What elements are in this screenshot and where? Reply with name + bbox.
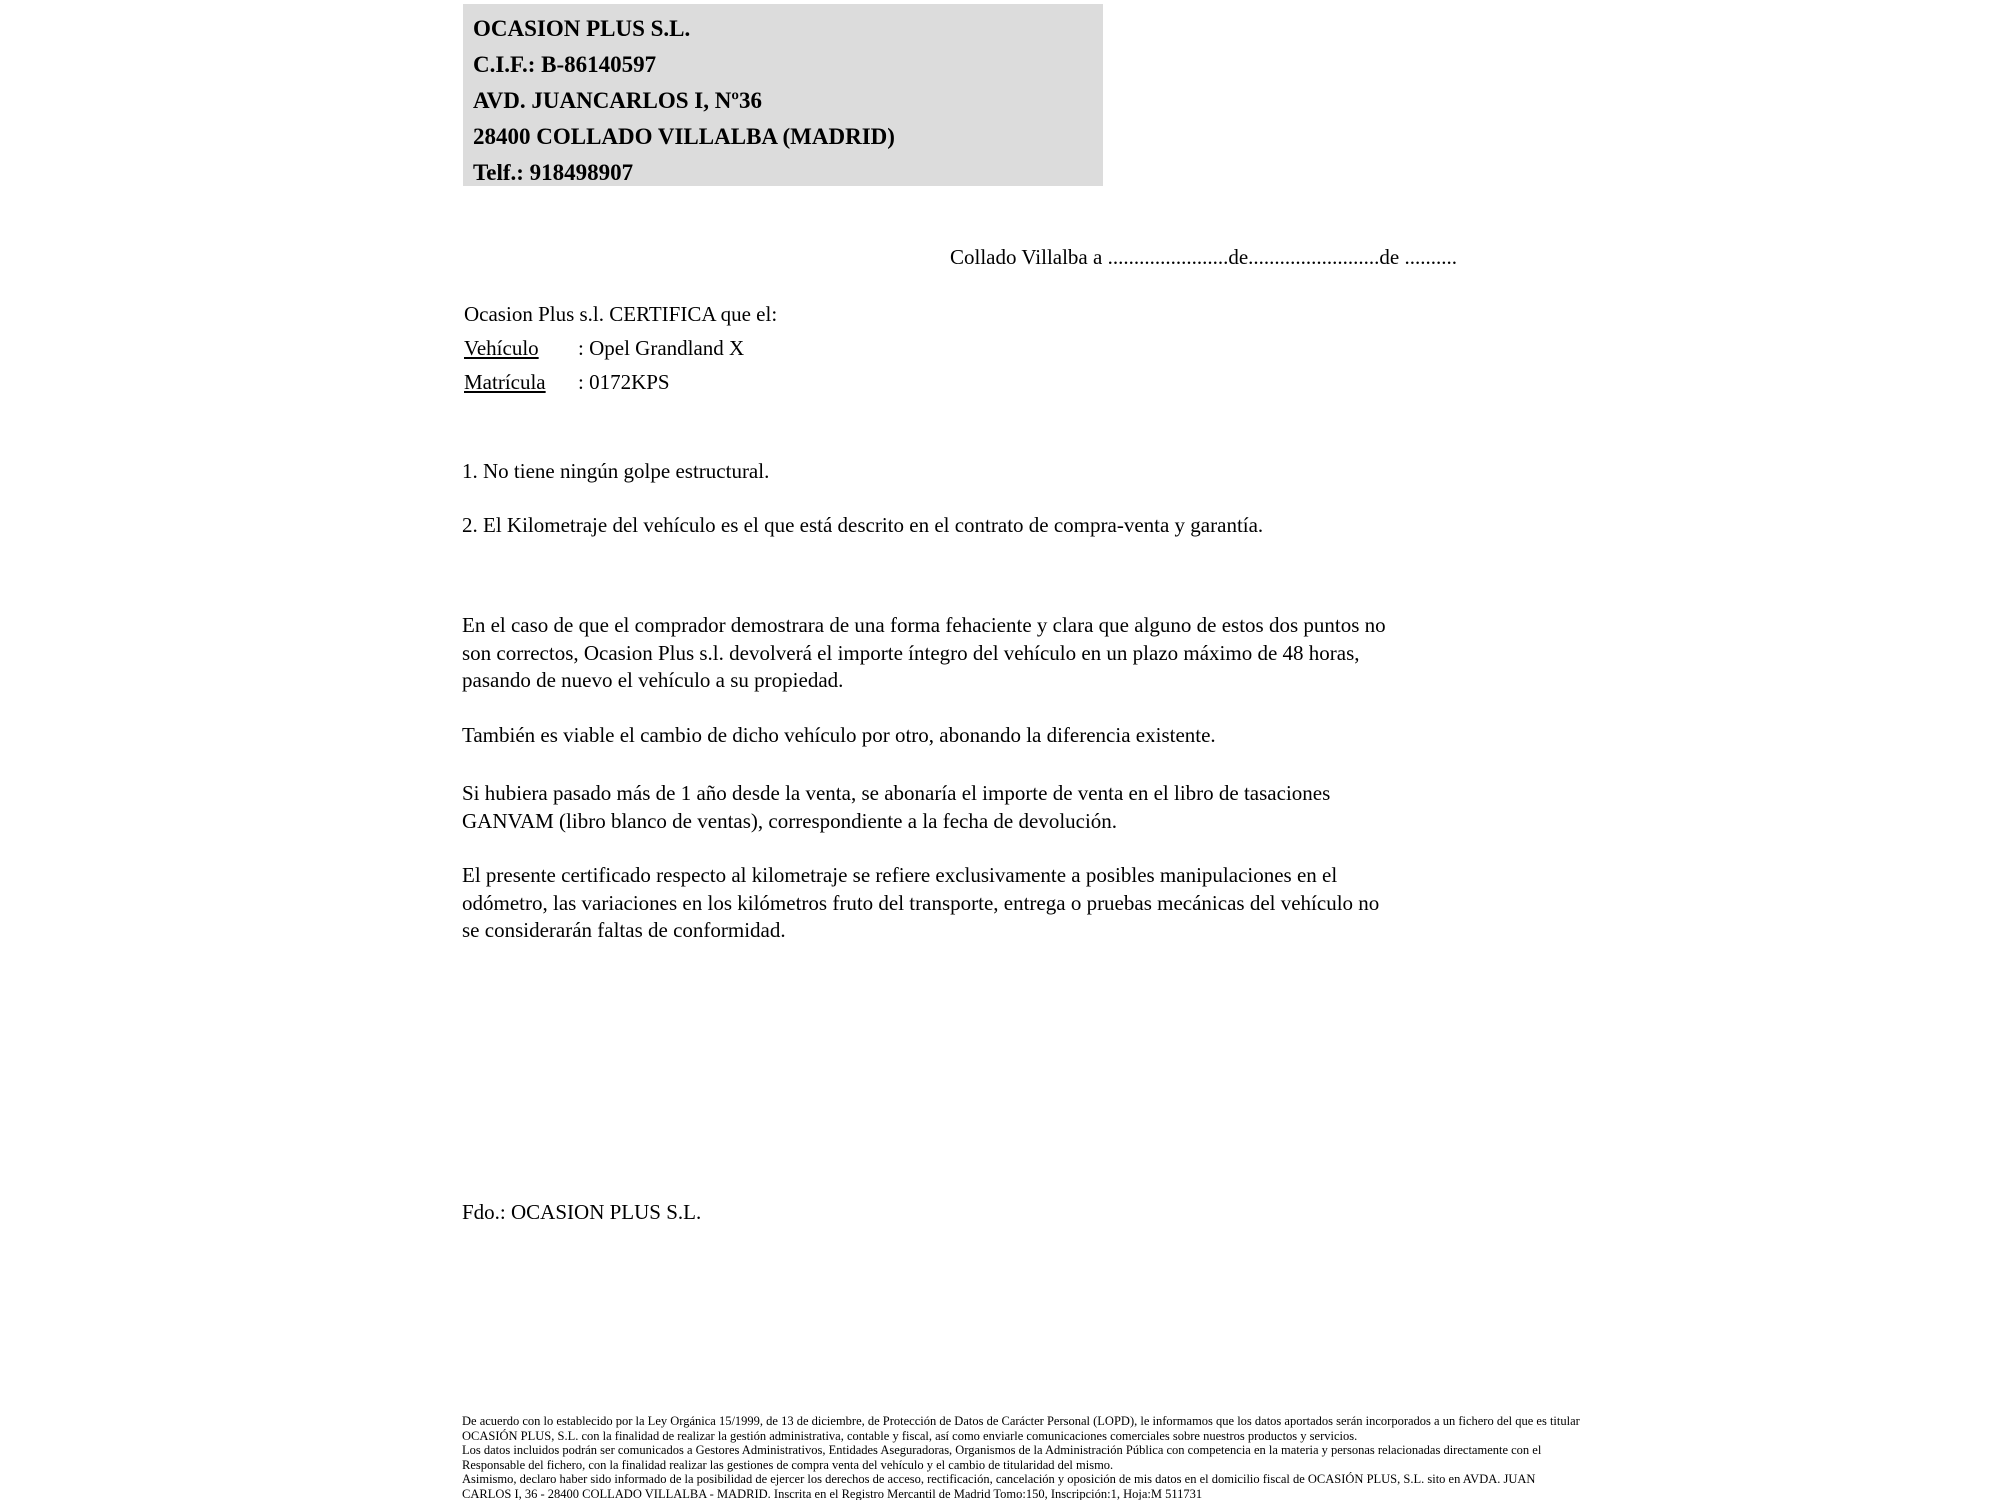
company-name: OCASION PLUS S.L.	[473, 16, 691, 41]
legal-footer-line: Los datos incluidos podrán ser comunicados a Gestores Administrativos, Entidades Aseguradoras, Organismos de la Administración Pública con competencia en la materia y personas relacionadas directamente con el	[462, 1443, 1542, 1458]
vehicle-field	[464, 331, 777, 365]
paragraph-ganvam-line: Si hubiera pasado más de 1 año desde la venta, se abonaría el importe de venta en el libro de tasaciones	[462, 781, 1331, 805]
vehicle-field-value: : Opel Grandland X	[578, 336, 745, 360]
paragraph-odometer-line: odómetro, las variaciones en los kilómetros fruto del transporte, entrega o pruebas mecánicas del vehículo no	[462, 890, 1380, 915]
signature-line: Fdo.: OCASION PLUS S.L.	[462, 1200, 702, 1224]
legal-footer-line: Asimismo, declaro haber sido informado de la posibilidad de ejercer los derechos de acceso, rectificación, cancelación y oposición de mis datos en el domicilio fiscal de OCASIÓN PLUS, S.L. sito en AVDA. JUAN	[462, 1472, 1536, 1487]
paragraph-odometer-line: El presente certificado respecto al kilometraje se refiere exclusivamente a posibles manipulaciones en el	[462, 863, 1338, 887]
legal-footer-line: CARLOS I, 36 - 28400 COLLADO VILLALBA - MADRID. Inscrita en el Registro Mercantil de Madrid Tomo:150, Inscripción:1, Hoja:M 511731	[462, 1486, 1203, 1500]
legal-footer-line: Responsable del fichero, con la finalidad realizar las gestiones de compra venta del vehículo y el cambio de titularidad del mismo.	[462, 1457, 1114, 1472]
condition-item-1: 1. No tiene ningún golpe estructural.	[462, 459, 770, 483]
legal-footer-line: OCASIÓN PLUS, S.L. con la finalidad de realizar la gestión administrativa, contable y fiscal, así como enviarle comunicaciones comerciales sobre nuestros productos y servicios.	[462, 1428, 1358, 1443]
paragraph-refund	[462, 612, 1386, 695]
paragraph-odometer	[462, 862, 1379, 945]
condition-item-2: 2. El Kilometraje del vehículo es el que está descrito en el contrato de compra-venta y garantía.	[462, 513, 1264, 537]
company-address: AVD. JUANCARLOS I, Nº36	[473, 88, 762, 113]
plate-field-value: : 0172KPS	[578, 370, 670, 394]
paragraph-ganvam-line: GANVAM (libro blanco de ventas), correspondiente a la fecha de devolución.	[462, 808, 1118, 833]
legal-footer	[462, 1414, 1580, 1500]
date-line: Collado Villalba a .......................de.........................de ..........	[950, 245, 1457, 269]
company-header-box	[463, 4, 1103, 186]
company-phone: Telf.: 918498907	[473, 160, 634, 185]
paragraph-refund-line: pasando de nuevo el vehículo a su propiedad.	[462, 668, 844, 692]
paragraph-refund-line: En el caso de que el comprador demostrara de una forma fehaciente y clara que alguno de estos dos puntos no	[462, 613, 1386, 637]
vehicle-field-label: Vehículo	[464, 336, 539, 360]
paragraph-exchange	[462, 722, 1216, 750]
paragraph-refund-line: son correctos, Ocasion Plus s.l. devolverá el importe íntegro del vehículo en un plazo máximo de 48 horas,	[462, 640, 1360, 665]
certificate-intro-block	[464, 297, 777, 399]
plate-field	[464, 365, 777, 399]
legal-footer-line: De acuerdo con lo establecido por la Ley Orgánica 15/1999, de 13 de diciembre, de Protección de Datos de Carácter Personal (LOPD), le informamos que los datos aportados serán incorporados a un fichero del que es titular	[462, 1414, 1580, 1428]
certificate-intro: Ocasion Plus s.l. CERTIFICA que el:	[464, 302, 778, 326]
company-cif: C.I.F.: B-86140597	[473, 52, 657, 77]
paragraph-ganvam	[462, 780, 1330, 835]
paragraph-exchange-line: También es viable el cambio de dicho vehículo por otro, abonando la diferencia existente.	[462, 723, 1216, 747]
plate-field-label: Matrícula	[464, 370, 546, 394]
company-city: 28400 COLLADO VILLALBA (MADRID)	[473, 124, 895, 149]
paragraph-odometer-line: se considerarán faltas de conformidad.	[462, 918, 786, 942]
